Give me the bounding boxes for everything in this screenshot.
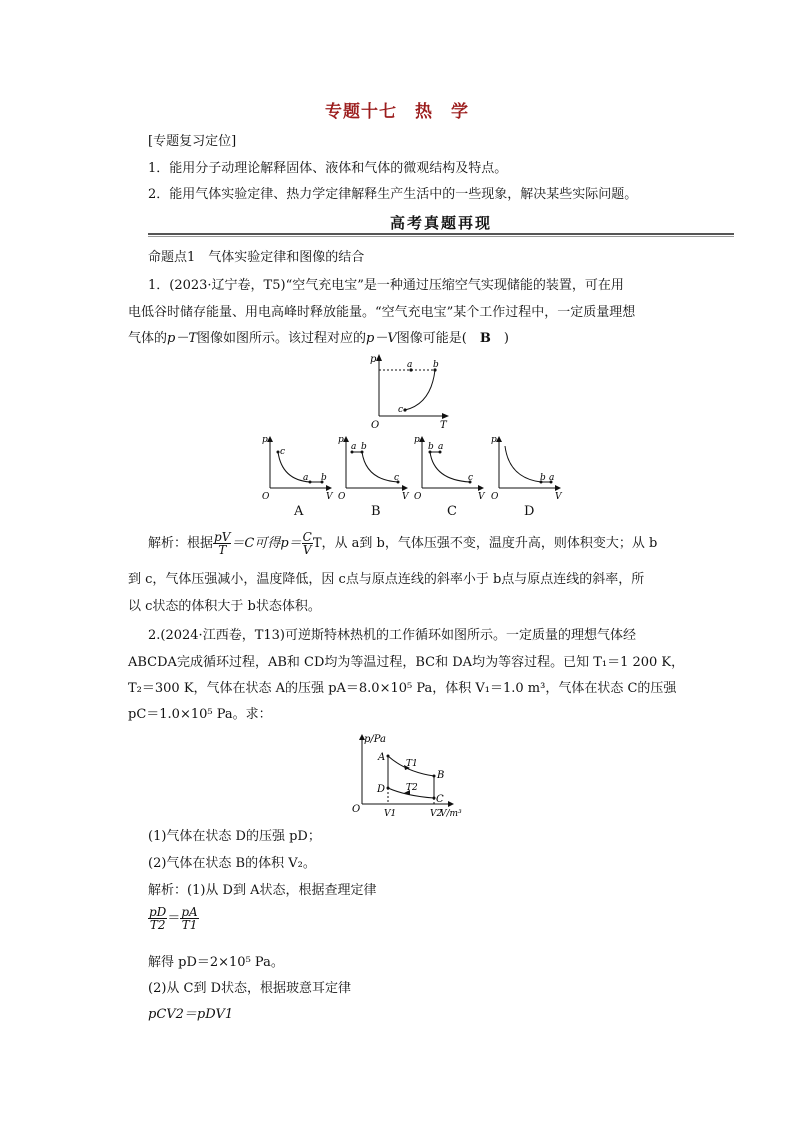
cycle-origin: O (352, 804, 361, 815)
cycle-t2: T2 (406, 783, 418, 793)
opt-c-xlabel: V (478, 492, 485, 502)
opt-d-ylabel: p (491, 435, 497, 445)
q2-line2: ABCDA完成循环过程，AB和 CD均为等温过程，BC和 DA均为等容过程。已知 T₁＝1 200 K， (128, 655, 685, 670)
cycle-point-c: C (436, 794, 444, 805)
option-a-label: A (294, 504, 304, 519)
pt-point-b: b (433, 360, 439, 370)
cycle-point-d: D (377, 784, 386, 795)
option-b-graph (334, 432, 414, 502)
cycle-v2: V2 (430, 809, 443, 819)
opt-b-ylabel: p (338, 435, 344, 445)
cycle-point-b: B (437, 770, 445, 781)
q2-line4: pC＝1.0×10⁵ Pa。求： (128, 707, 272, 722)
topic-heading: 命题点1 气体实验定律和图像的结合 (148, 250, 365, 265)
opt-a-a: a (303, 473, 309, 483)
pt-point-c: c (398, 405, 404, 415)
opt-c-ylabel: p (414, 435, 420, 445)
q2-equation-1: $\frac{pD}{T2}$ ＝ $\frac{pA}{T1}$ (149, 905, 198, 932)
q1-solution-line2: 到 c，气体压强减小，温度降低，因 c点与原点连线的斜率小于 b点与原点连线的斜率，所 (128, 572, 645, 587)
q2-ask1: (1)气体在状态 D的压强 pD； (148, 829, 321, 844)
opt-d-a: a (549, 473, 555, 483)
option-a-graph (258, 432, 338, 502)
opt-a-xlabel: V (326, 492, 333, 502)
pt-graph (365, 352, 455, 430)
section-banner: 高考真题再现 (148, 212, 734, 234)
q2-solution-4: pCV2＝pDV1 (148, 1007, 234, 1022)
opt-c-b: b (428, 442, 434, 452)
opt-a-ylabel: p (262, 435, 268, 445)
option-d-label: D (524, 504, 535, 519)
opt-b-xlabel: V (402, 492, 409, 502)
goal-1: 1．能用分子动理论解释固体、液体和气体的微观结构及特点。 (148, 161, 508, 176)
cycle-ylabel: p/Pa (364, 734, 387, 745)
cycle-t1: T1 (406, 759, 418, 769)
q1-line1: 1．(2023·辽宁卷，T5)“空气充电宝”是一种通过压缩空气实现储能的装置，可在用 (148, 278, 624, 293)
q2-line1: 2.(2024·江西卷，T13)可逆斯特林热机的工作循环如图所示。一定质量的理想气体经 (148, 628, 636, 643)
cycle-point-a: A (378, 752, 386, 763)
q2-ask2: (2)气体在状态 B的体积 V₂。 (148, 856, 316, 871)
opt-d-b: b (540, 473, 546, 483)
cycle-v1: V1 (384, 809, 397, 819)
pt-origin: O (371, 420, 380, 430)
q1-solution-line3: 以 c状态的体积大于 b状态体积。 (128, 599, 321, 614)
opt-b-b: b (361, 442, 367, 452)
answer: B (479, 331, 491, 346)
opt-c-a: a (438, 442, 444, 452)
opt-c-c: c (468, 473, 474, 483)
opt-a-b: b (321, 473, 327, 483)
q1-line2: 电低谷时储存能量、用电高峰时释放能量。“空气充电宝”某个工作过程中，一定质量理想 (128, 305, 636, 320)
opt-d-origin: O (491, 492, 499, 502)
q1-solution-line1: 解析：根据 $\frac{pV}{T}$ ＝C可得p＝ $\frac{C}{V}$ T，从 a到 b，气体压强不变，温度升高，则体积变大；从 b (148, 530, 658, 557)
goal-2: 2．能用气体实验定律、热力学定律解释生产生活中的一些现象，解决某些实际问题。 (148, 187, 638, 202)
opt-a-origin: O (262, 492, 270, 502)
opt-b-c: c (394, 473, 400, 483)
option-b-label: B (371, 504, 381, 519)
cycle-xlabel: V/m³ (440, 809, 462, 819)
option-d-graph (487, 432, 567, 502)
option-c-graph (410, 432, 490, 502)
page-title: 专题十七 热 学 (325, 102, 469, 122)
pt-point-a: a (407, 360, 413, 370)
q1-line3: 气体的p－T图像如图所示。该过程对应的p－V图像可能是( B ) (128, 331, 509, 346)
pt-xlabel: T (440, 420, 447, 430)
opt-c-origin: O (414, 492, 422, 502)
option-c-label: C (447, 504, 457, 519)
opt-b-a: a (351, 442, 357, 452)
q2-solution-2: 解得 pD＝2×10⁵ Pa。 (148, 955, 284, 970)
opt-b-origin: O (338, 492, 346, 502)
q2-solution-1: 解析：(1)从 D到 A状态，根据查理定律 (148, 883, 377, 898)
opt-a-c: c (280, 447, 286, 457)
positioning-header: [专题复习定位] (148, 134, 237, 149)
cycle-graph (344, 730, 474, 822)
opt-d-xlabel: V (555, 492, 562, 502)
q2-line3: T₂＝300 K，气体在状态 A的压强 pA＝8.0×10⁵ Pa，体积 V₁＝1.0 m³，气体在状态 C的压强 (128, 681, 677, 696)
q2-solution-3: (2)从 C到 D状态，根据玻意耳定律 (148, 981, 352, 996)
pt-ylabel: p (370, 354, 377, 365)
